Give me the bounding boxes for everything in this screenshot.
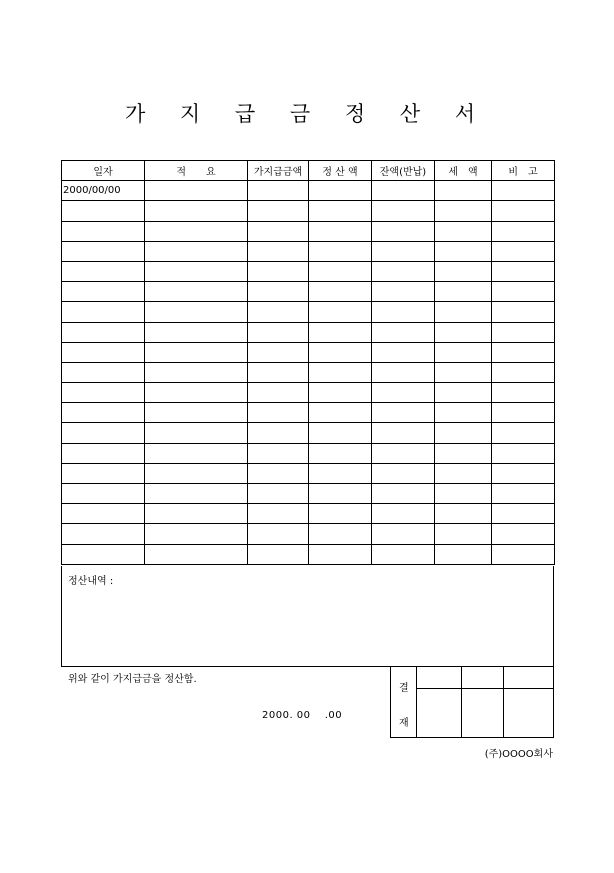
table-cell[interactable]	[62, 322, 145, 342]
table-cell[interactable]	[435, 383, 492, 403]
table-cell[interactable]	[62, 342, 145, 362]
table-cell[interactable]	[145, 221, 248, 241]
table-cell[interactable]	[372, 342, 435, 362]
table-cell[interactable]	[62, 302, 145, 322]
table-row	[62, 362, 555, 382]
table-cell[interactable]	[435, 282, 492, 302]
table-cell[interactable]	[248, 221, 309, 241]
approval-title-cell[interactable]	[504, 667, 553, 689]
table-cell[interactable]	[309, 201, 372, 221]
table-row	[62, 544, 555, 564]
table-row	[62, 383, 555, 403]
table-cell[interactable]	[309, 342, 372, 362]
table-cell[interactable]	[372, 322, 435, 342]
table-cell[interactable]	[309, 524, 372, 544]
table-cell[interactable]	[309, 261, 372, 281]
table-cell[interactable]	[309, 322, 372, 342]
table-cell[interactable]	[145, 181, 248, 201]
header-advance-amount: 가지급금액	[248, 161, 309, 181]
table-row	[62, 423, 555, 443]
table-cell[interactable]	[492, 362, 555, 382]
table-cell[interactable]	[435, 302, 492, 322]
table-row	[62, 524, 555, 544]
table-row	[62, 221, 555, 241]
table-cell[interactable]	[435, 463, 492, 483]
table-cell[interactable]	[372, 261, 435, 281]
table-cell[interactable]	[248, 302, 309, 322]
table-cell[interactable]	[492, 403, 555, 423]
table-cell[interactable]	[435, 221, 492, 241]
table-cell[interactable]	[372, 201, 435, 221]
table-cell[interactable]	[145, 201, 248, 221]
table-header-row	[62, 161, 555, 181]
table-cell[interactable]	[62, 443, 145, 463]
table-cell[interactable]	[62, 261, 145, 281]
table-cell[interactable]	[372, 403, 435, 423]
table-cell[interactable]	[248, 322, 309, 342]
table-row	[62, 241, 555, 261]
table-cell[interactable]	[372, 544, 435, 564]
table-cell[interactable]	[248, 362, 309, 382]
table-row	[62, 261, 555, 281]
approval-label-top: 결	[399, 683, 409, 694]
table-cell[interactable]	[435, 342, 492, 362]
table-cell[interactable]	[145, 322, 248, 342]
header-balance: 잔액(반납)	[372, 161, 435, 181]
table-cell[interactable]	[309, 484, 372, 504]
table-row	[62, 484, 555, 504]
table-cell[interactable]	[492, 463, 555, 483]
table-cell[interactable]	[248, 403, 309, 423]
approval-label-bottom: 재	[399, 718, 409, 729]
table-cell[interactable]	[62, 362, 145, 382]
header-date: 일자	[62, 161, 145, 181]
table-cell[interactable]	[492, 181, 555, 201]
header-settled-amount: 정 산 액	[309, 161, 372, 181]
table-cell[interactable]	[248, 544, 309, 564]
table-cell[interactable]	[145, 241, 248, 261]
table-cell[interactable]	[435, 403, 492, 423]
approval-sign-cell[interactable]	[417, 689, 462, 737]
table-body	[62, 181, 555, 565]
table-cell[interactable]	[372, 282, 435, 302]
table-cell[interactable]	[309, 282, 372, 302]
table-cell[interactable]	[372, 181, 435, 201]
table-cell[interactable]	[492, 383, 555, 403]
table-cell[interactable]	[62, 221, 145, 241]
table-cell[interactable]	[309, 463, 372, 483]
table-cell[interactable]	[435, 524, 492, 544]
table-cell[interactable]	[145, 524, 248, 544]
table-cell[interactable]	[145, 504, 248, 524]
table-row	[62, 443, 555, 463]
table-row	[62, 282, 555, 302]
table-cell[interactable]	[372, 463, 435, 483]
table-cell[interactable]	[435, 181, 492, 201]
table-cell[interactable]	[62, 484, 145, 504]
table-cell[interactable]	[62, 423, 145, 443]
table-cell[interactable]	[62, 403, 145, 423]
table-cell[interactable]	[372, 484, 435, 504]
approval-label-column	[391, 667, 417, 737]
table-cell[interactable]	[145, 403, 248, 423]
table-cell[interactable]	[372, 443, 435, 463]
table-row	[62, 302, 555, 322]
table-cell[interactable]	[62, 463, 145, 483]
table-row	[62, 342, 555, 362]
table-cell[interactable]	[248, 342, 309, 362]
table-cell[interactable]	[248, 484, 309, 504]
table-cell[interactable]	[145, 302, 248, 322]
table-cell[interactable]	[145, 544, 248, 564]
table-cell[interactable]	[492, 484, 555, 504]
table-cell[interactable]	[248, 181, 309, 201]
table-row	[62, 201, 555, 221]
table-cell[interactable]	[435, 423, 492, 443]
table-cell[interactable]	[309, 504, 372, 524]
table-cell[interactable]	[492, 423, 555, 443]
table-cell[interactable]	[492, 201, 555, 221]
table-cell[interactable]	[248, 443, 309, 463]
table-cell[interactable]	[435, 261, 492, 281]
table-cell[interactable]	[62, 544, 145, 564]
table-cell[interactable]	[145, 423, 248, 443]
table-cell[interactable]	[492, 342, 555, 362]
table-cell[interactable]	[435, 443, 492, 463]
table-cell[interactable]	[492, 221, 555, 241]
table-cell[interactable]	[62, 241, 145, 261]
table-cell[interactable]	[62, 524, 145, 544]
approval-grid	[417, 667, 553, 737]
table-row	[62, 181, 555, 201]
table-cell[interactable]	[435, 241, 492, 261]
table-cell[interactable]	[492, 302, 555, 322]
table-cell[interactable]	[145, 282, 248, 302]
table-cell[interactable]	[372, 241, 435, 261]
table-cell[interactable]	[248, 504, 309, 524]
table-cell[interactable]	[435, 201, 492, 221]
table-cell[interactable]	[492, 504, 555, 524]
table-cell[interactable]	[309, 403, 372, 423]
table-cell[interactable]	[492, 241, 555, 261]
approval-title-cell[interactable]	[462, 667, 504, 689]
table-cell[interactable]	[309, 544, 372, 564]
table-cell[interactable]	[492, 322, 555, 342]
table-cell[interactable]	[145, 463, 248, 483]
table-cell[interactable]	[372, 302, 435, 322]
approval-box	[390, 667, 554, 738]
table-cell[interactable]	[248, 282, 309, 302]
table-cell[interactable]	[372, 221, 435, 241]
settlement-statement: 위와 같이 가지급금을 정산함.	[68, 674, 197, 685]
table-cell[interactable]	[435, 544, 492, 564]
table-cell[interactable]	[372, 362, 435, 382]
table-cell[interactable]: 2000/00/00	[62, 181, 145, 201]
header-remarks: 비 고	[492, 161, 555, 181]
header-description: 적 요	[145, 161, 248, 181]
table-cell[interactable]	[492, 282, 555, 302]
table-cell[interactable]	[309, 221, 372, 241]
company-name: (주)OOOO회사	[484, 749, 553, 760]
table-cell[interactable]	[248, 261, 309, 281]
table-cell[interactable]	[248, 201, 309, 221]
table-cell[interactable]	[372, 524, 435, 544]
table-cell[interactable]	[62, 383, 145, 403]
table-cell[interactable]	[145, 383, 248, 403]
table-cell[interactable]	[309, 362, 372, 382]
table-cell[interactable]	[62, 504, 145, 524]
settlement-table	[61, 160, 555, 565]
table-cell[interactable]	[372, 383, 435, 403]
table-cell[interactable]	[62, 201, 145, 221]
table-cell[interactable]	[492, 443, 555, 463]
table-cell[interactable]	[248, 241, 309, 261]
approval-sign-cell[interactable]	[504, 689, 553, 737]
table-cell[interactable]	[145, 261, 248, 281]
table-cell[interactable]	[145, 443, 248, 463]
table-cell[interactable]	[492, 524, 555, 544]
table-cell[interactable]	[309, 302, 372, 322]
table-row	[62, 322, 555, 342]
table-cell[interactable]	[372, 423, 435, 443]
table-cell[interactable]	[248, 463, 309, 483]
table-cell[interactable]	[309, 241, 372, 261]
table-cell[interactable]	[309, 383, 372, 403]
table-cell[interactable]	[145, 484, 248, 504]
table-cell[interactable]	[435, 484, 492, 504]
table-cell[interactable]	[248, 423, 309, 443]
table-row	[62, 403, 555, 423]
document-title: 가 지 급 금 정 산 서	[124, 102, 490, 126]
table-row	[62, 504, 555, 524]
approval-sign-cell[interactable]	[462, 689, 504, 737]
table-cell[interactable]	[309, 443, 372, 463]
table-cell[interactable]	[145, 342, 248, 362]
table-cell[interactable]	[492, 544, 555, 564]
settlement-details-label: 정산내역 :	[68, 576, 114, 587]
table-cell[interactable]	[248, 383, 309, 403]
table-cell[interactable]	[309, 181, 372, 201]
table-cell[interactable]	[492, 261, 555, 281]
table-cell[interactable]	[62, 282, 145, 302]
table-cell[interactable]	[435, 362, 492, 382]
table-cell[interactable]	[435, 504, 492, 524]
approval-title-cell[interactable]	[417, 667, 462, 689]
table-cell[interactable]	[309, 423, 372, 443]
header-tax: 세 액	[435, 161, 492, 181]
settlement-details-box[interactable]	[61, 566, 554, 667]
table-cell[interactable]	[145, 362, 248, 382]
table-row	[62, 463, 555, 483]
table-cell[interactable]	[248, 524, 309, 544]
table-cell[interactable]	[372, 504, 435, 524]
settlement-date: 2000. 00 .00	[262, 710, 343, 721]
table-cell[interactable]	[435, 322, 492, 342]
